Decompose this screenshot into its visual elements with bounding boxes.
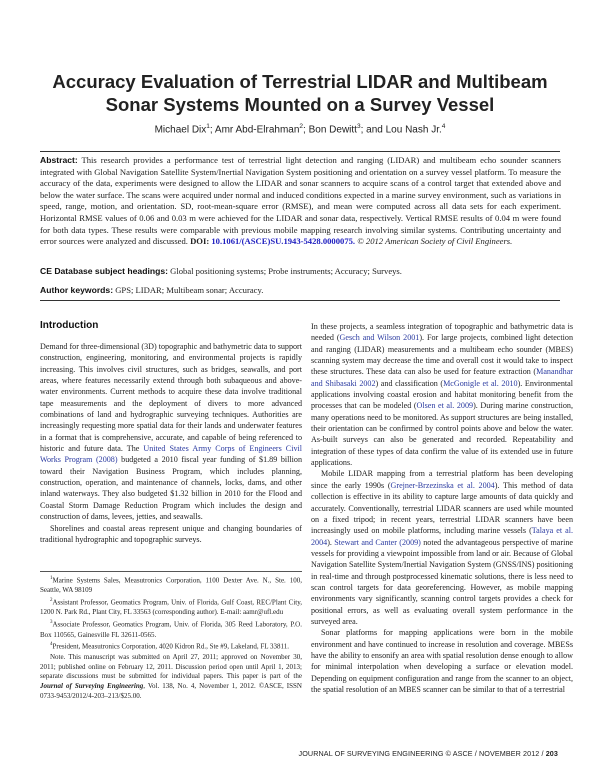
paragraph-text: ). <box>327 537 335 547</box>
footnote-text: Associate Professor, Geomatics Program, Univ. of Florida, 305 Reed Laboratory, P.O. Box 110565, Gainesville FL 32611-0565. <box>40 620 302 639</box>
note-text: , Vol. 138, No. 4, November 1, 2012. ©ASCE, ISSN 0733-9453/2012/4-203–213/$25.00. <box>40 682 302 701</box>
footnote-mark: 1 <box>50 576 53 581</box>
journal-footer-text: JOURNAL OF SURVEYING ENGINEERING © ASCE / NOVEMBER 2012 / <box>298 749 546 758</box>
author-keywords-label: Author keywords: <box>40 285 114 295</box>
title-line-2: Sonar Systems Mounted on a Survey Vessel <box>105 94 495 115</box>
subject-headings <box>40 266 561 276</box>
author-list <box>30 123 570 135</box>
abstract <box>40 155 561 248</box>
footnote-2 <box>40 596 302 618</box>
abstract-label: Abstract: <box>40 155 78 165</box>
doi-link[interactable]: 10.1061/(ASCE)SU.1943-5428.0000075. <box>211 236 356 247</box>
citation-link[interactable]: United States Army Corps of Engineers Civil Works Program (2008) <box>40 444 302 465</box>
intro-paragraph-2: Shorelines and coastal areas represent unique and changing boundaries of traditional hydrographic and topographic surveys. <box>40 523 302 544</box>
paragraph-text: ). For large projects, combined light detection and ranging (LIDAR) measurements and a multibeam echo sounder (MBES) scanning system may decrease the time and overall cost it would take to inspect these structures. These data can also be used for feature extraction ( <box>311 333 573 377</box>
author-and: and <box>366 124 386 136</box>
author-separator: ; <box>360 124 367 136</box>
author-affiliation-mark: 3 <box>356 123 361 130</box>
journal-name: Journal of Surveying Engineering <box>40 682 144 691</box>
intro-paragraph-1 <box>40 341 302 523</box>
author-name: Bon Dewitt <box>308 124 357 136</box>
left-column <box>40 341 302 545</box>
subject-headings-label: CE Database subject headings: <box>40 266 168 276</box>
doi-label: DOI: <box>190 236 210 247</box>
footnotes <box>40 574 302 702</box>
author-affiliation-mark: 2 <box>299 123 304 130</box>
abstract-bottom-rule <box>40 300 560 301</box>
footnote-3 <box>40 618 302 640</box>
footnote-mark: 2 <box>50 598 53 604</box>
footnote-4 <box>40 640 302 652</box>
intro-paragraph-4 <box>311 468 573 627</box>
abstract-top-rule <box>40 151 560 152</box>
author-name: Amr Abd-Elrahman <box>214 124 300 136</box>
paragraph-text: Mobile LIDAR mapping from a terrestrial platform has been developing since the early 1990s ( <box>311 469 573 490</box>
citation-link[interactable]: Gesch and Wilson 2001 <box>339 333 420 343</box>
footnote-text: Marine Systems Sales, Measutronics Corporation, 1100 Dexter Ave. N., Ste. 100, Seattle, WA 98109 <box>40 576 302 595</box>
author-affiliation-mark: 1 <box>206 123 210 130</box>
paragraph-text: In these projects, a seamless integration of topographic and bathymetric data is needed ( <box>311 322 573 343</box>
abstract-text: This research provides a performance test of terrestrial light detection and ranging (LIDAR) and multibeam echo sounder scanners integrated with Global Navigation Satellite System/Inertial Navigation System positioning and orientation on a survey vessel platform. To measure the accuracy of the data, experiments were designed to allow the LIDAR and sonar scanners to acquire scans of a control target that extended above and below the water surface. The scans were acquired under normal and induced conditions expected in a marine survey environment, such as variations in speed, range, motion, and orientation. SD, root-mean-square error (RMSE), and mean were computed across all data sets for each experiment. Horizontal RMSE values of 0.06 and 0.03 m were achieved for the LIDAR and sonar data, respectively. Vertical RMSE results of 0.04 m were found for both data types. These results were comparable with previous mobile mapping research involving similar systems. Contributing uncertainty and error sources were analyzed and discussed. <box>40 155 561 247</box>
author-affiliation-mark: 4 <box>441 123 446 130</box>
paper-title <box>30 70 570 116</box>
citation-link[interactable]: Talaya et al. 2004 <box>311 526 573 547</box>
paragraph-text: Demand for three-dimensional (3D) topographic and bathymetric data to support construction, engineering, monitoring, and environmental projects is rapidly increasing. This involves civil structures, such as bridges, seawalls, and port areas, where features necessarily extend through both subaqueous and above-water environments. Current methods to acquire these data involve traditional tape measurements and the deployment of divers to more advanced combinations of land and hydrographic surveying techniques. Authorities are increasingly requesting more spatial data for their lands and underwater features in a format that is comprehensive, accurate, and capable of being referenced to historic and future data. The <box>40 342 302 454</box>
paragraph-text: noted the advantageous perspective of marine vessels for providing a viewpoint impossible from land or air. Because of Global Navigation Satellite System/Inertial Navigation System (GNSS/INS) positioning in real-time and through postprocessed kinematic solutions, there is less need to scan control targets for data georeferencing. However, as mobile mapping environments vary significantly, scanning control targets provides a check for positional errors, as well as evaluating overall system performance in the surveyed area. <box>311 537 573 626</box>
footnote-rule <box>40 571 302 572</box>
footnote-mark: 3 <box>50 620 53 626</box>
citation-link[interactable]: Manandhar and Shibasaki 2002 <box>311 367 573 388</box>
intro-paragraph-3 <box>311 321 573 468</box>
author-keywords <box>40 285 561 295</box>
subject-headings-text: Global positioning systems; Probe instruments; Accuracy; Surveys. <box>168 266 402 276</box>
footnote-text: Assistant Professor, Geomatics Program, Univ. of Florida, Gulf Coast, REC/Plant City, 1200 N. Park Rd., Plant City, FL 33563 (corresponding author). E-mail: aamr@ufl.edu <box>40 598 302 617</box>
author-keywords-text: GPS; LIDAR; Multibeam sonar; Accuracy. <box>113 285 264 295</box>
right-column <box>311 321 573 695</box>
citation-link[interactable]: McGonigle et al. 2010 <box>443 378 518 388</box>
paragraph-text: ). Environmental applications involving coastal erosion and habitat monitoring benefit from the processes that can be modeled ( <box>311 378 573 411</box>
intro-paragraph-5: Sonar platforms for mapping applications were born in the mobile environment and have continued to increase in resolution and coverage. MBESs have the ability to ensonify an area with spatial resolution dense enough to allow for minimal interpolation when developing a surface or elevation model. Depending on equipment configuration and range from the scanner to an object, the spatial resolution of an MBES scanner can be similar to that of a terrestrial <box>311 628 573 694</box>
paragraph-text: budgeted a 2010 fiscal year funding of $1.89 billion toward their Navigation Business Program, which includes planning, construction, operation, and maintenance of channels, locks, dams, and other inland waterways. They also budgeted $1.32 billion in 2010 for the Flood and Coastal Storm Damage Reduction Program which includes the design and construction of dams, levees, jetties, and seawalls. <box>40 455 302 522</box>
title-line-1: Accuracy Evaluation of Terrestrial LIDAR and Multibeam <box>52 71 548 92</box>
section-heading-introduction: Introduction <box>40 320 99 331</box>
citation-link[interactable]: Olsen et al. 2009 <box>416 401 474 411</box>
running-footer <box>299 749 558 758</box>
submission-note <box>40 653 302 703</box>
page-number: 203 <box>545 749 558 758</box>
paragraph-text: ). This method of data collection is effective in its ability to capture large amounts of data quickly and accurately. Conventionally, terrestrial LIDAR scanners are used while mounted on a fixed tripod; in recent years, terrestrial LIDAR scanners have been increasingly used on mobile platforms, including marine vessels ( <box>311 480 573 536</box>
footnote-text: President, Measutronics Corporation, 4020 Kidron Rd., Ste #9, Lakeland, FL 33811. <box>52 642 289 651</box>
author-name: Michael Dix <box>154 124 207 136</box>
paragraph-text: ) and classification ( <box>375 378 444 388</box>
paragraph-text: ). During marine construction, many operations need to be monitored. As support structures are being installed, their orientation can be confirmed by control points above and below the water. As-built surveys can also be generated and recorded. Repeatability and integration of these types of data confirm the value of its extended use in future applications. <box>311 401 573 468</box>
copyright-notice: © 2012 American Society of Civil Engineers. <box>355 236 513 247</box>
citation-link[interactable]: Stewart and Canter (2009) <box>334 537 421 547</box>
footnote-mark: 4 <box>50 642 53 648</box>
note-text: Note. This manuscript was submitted on April 27, 2011; approved on November 30, 2011; published online on February 12, 2011. Discussion period open until April 1, 2013; separate discussions must be submitted for individual papers. This paper is part of the <box>40 652 302 681</box>
author-separator: ; <box>209 124 215 136</box>
author-separator: ; <box>303 124 309 136</box>
footnote-1 <box>40 574 302 596</box>
author-name: Lou Nash Jr. <box>385 124 442 136</box>
citation-link[interactable]: Grejner-Brzezinska et al. 2004 <box>390 480 495 490</box>
